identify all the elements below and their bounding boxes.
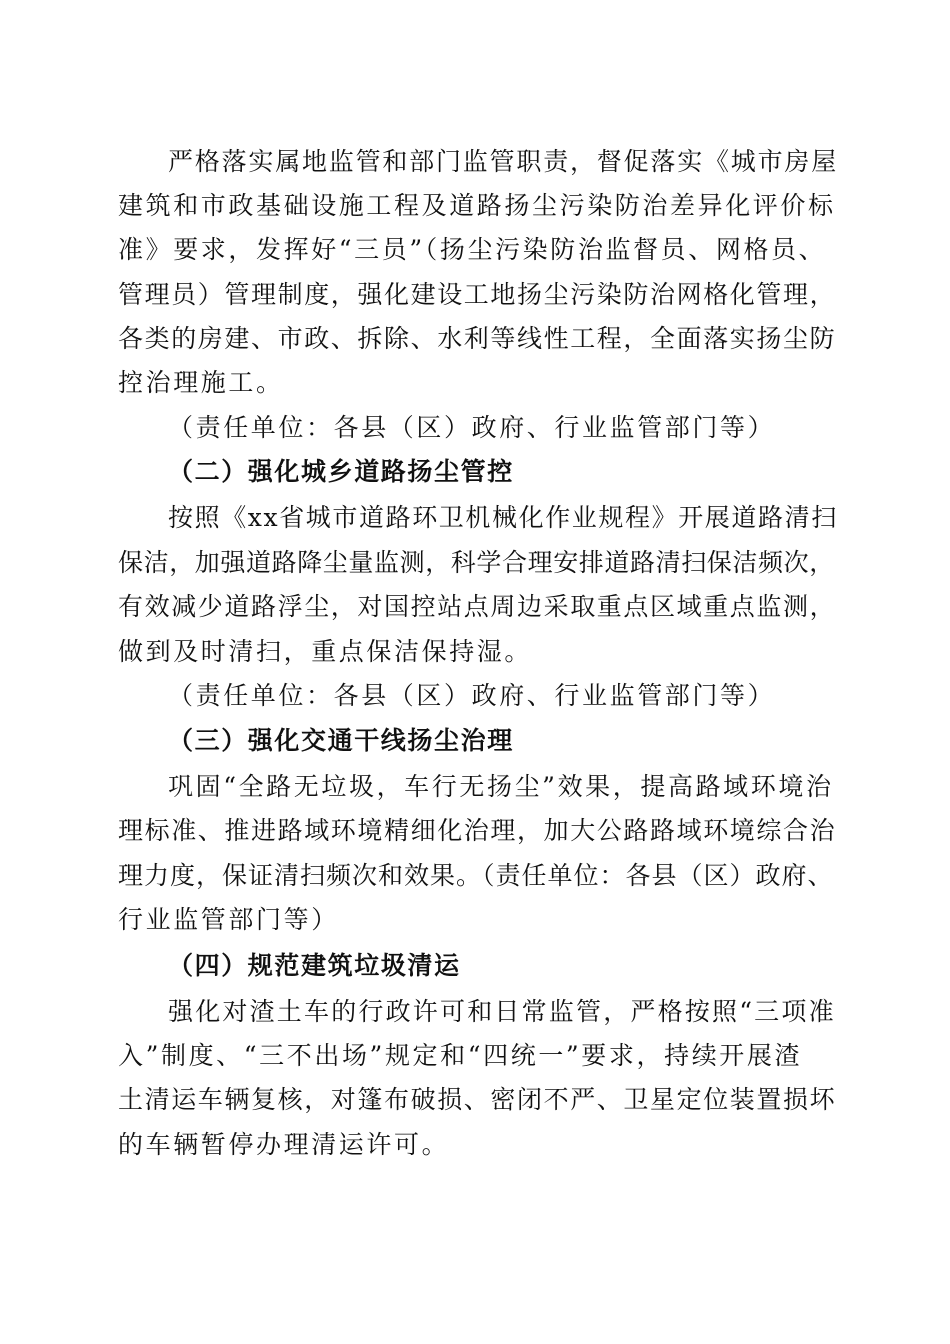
paragraph-line: 有效减少道路浮尘，对国控站点周边采取重点区域重点监测， — [118, 592, 837, 621]
section-heading: （四）规范建筑垃圾清运 — [168, 951, 461, 980]
section-heading: （三）强化交通干线扬尘治理 — [168, 726, 514, 755]
paragraph-line: 理力度，保证清扫频次和效果。（责任单位：各县（区）政府、 — [118, 861, 834, 890]
paragraph-line: 的车辆暂停办理清运许可。 — [118, 1130, 450, 1159]
paragraph-line: 准》要求，发挥好“三员”（扬尘污染防治监督员、网格员、 — [118, 235, 827, 264]
paragraph-line: 做到及时清扫，重点保洁保持湿。 — [118, 637, 533, 666]
paragraph-line: 入”制度、“三不出场”规定和“四统一”要求，持续开展渣 — [118, 1041, 803, 1070]
section-heading: （二）强化城乡道路扬尘管控 — [168, 457, 514, 486]
paragraph-line: 强化对渣土车的行政许可和日常监管，严格按照“三项准 — [168, 997, 836, 1026]
paragraph-line: 控治理施工。 — [118, 368, 284, 397]
paragraph-line: 建筑和市政基础设施工程及道路扬尘污染防治差异化评价标 — [118, 191, 836, 220]
paragraph-line: 按照《xx省城市道路环卫机械化作业规程》开展道路清扫 — [168, 503, 838, 532]
paragraph-line: 行业监管部门等） — [118, 905, 339, 934]
paragraph-line: 土清运车辆复核，对篷布破损、密闭不严、卫星定位装置损坏 — [118, 1085, 837, 1114]
paragraph-line: 管理员）管理制度，强化建设工地扬尘污染防治网格化管理， — [118, 280, 837, 309]
paragraph-line: 严格落实属地监管和部门监管职责，督促落实《城市房屋 — [168, 147, 839, 176]
paragraph-line: 理标准、推进路域环境精细化治理，加大公路路域环境综合治 — [118, 816, 837, 845]
responsibility-note: （责任单位：各县（区）政府、行业监管部门等） — [168, 681, 776, 710]
paragraph-line: 保洁，加强道路降尘量监测，科学合理安排道路清扫保洁频次， — [118, 548, 835, 577]
paragraph-line: 巩固“全路无垃圾，车行无扬尘”效果，提高路域环境治 — [168, 772, 834, 801]
paragraph-line: 各类的房建、市政、拆除、水利等线性工程，全面落实扬尘防 — [118, 324, 837, 353]
responsibility-note: （责任单位：各县（区）政府、行业监管部门等） — [168, 413, 776, 442]
